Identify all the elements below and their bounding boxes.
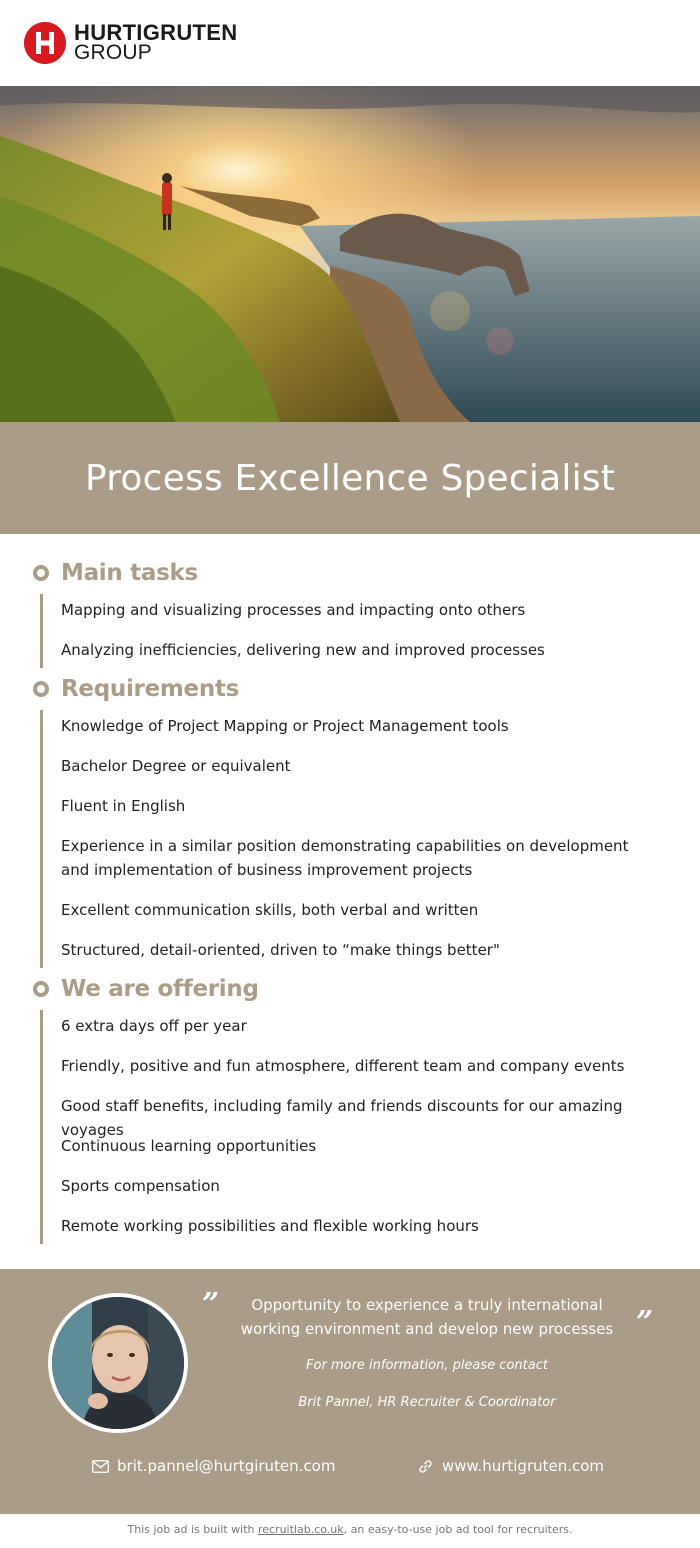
logo-name-line2: GROUP bbox=[74, 41, 153, 64]
list-item: Fluent in English bbox=[61, 797, 186, 815]
email-link[interactable] bbox=[92, 1457, 335, 1475]
website-link[interactable] bbox=[417, 1457, 604, 1475]
contact-footer bbox=[0, 1269, 700, 1514]
link-icon bbox=[417, 1458, 434, 1475]
logo-wordmark bbox=[74, 20, 238, 64]
list-item: Mapping and visualizing processes and impacting onto others bbox=[61, 601, 526, 619]
credit-line bbox=[0, 1514, 700, 1548]
job-title: Process Excellence Specialist bbox=[84, 457, 616, 499]
section-rule bbox=[40, 1010, 43, 1244]
list-item: Analyzing inefficiencies, delivering new and improved processes bbox=[61, 641, 545, 659]
section-requirements bbox=[0, 674, 700, 970]
list-item: 6 extra days off per year bbox=[61, 1017, 247, 1035]
page-header bbox=[0, 0, 700, 86]
quote-text: Opportunity to experience a truly international working environment and develop new processes bbox=[240, 1296, 614, 1338]
section-heading bbox=[33, 974, 259, 1004]
website-text[interactable]: www.hurtigruten.com bbox=[442, 1457, 605, 1475]
job-title-band bbox=[0, 422, 700, 534]
section-rule bbox=[40, 710, 43, 968]
section-main-tasks bbox=[0, 558, 700, 670]
bullet-icon bbox=[33, 565, 49, 581]
company-logo[interactable] bbox=[24, 22, 237, 64]
open-quote-icon: ” bbox=[202, 1287, 220, 1322]
list-item: Sports compensation bbox=[61, 1177, 220, 1195]
list-item: Remote working possibilities and flexible working hours bbox=[61, 1217, 479, 1235]
list-item: Experience in a similar position demonstrating capabilities on development and implementation of business improvement projects bbox=[61, 837, 629, 879]
list-item: Continuous learning opportunities bbox=[61, 1137, 317, 1155]
section-rule bbox=[40, 594, 43, 668]
avatar bbox=[48, 1293, 188, 1433]
close-quote-icon: ” bbox=[636, 1305, 654, 1340]
hurtigruten-logo-icon bbox=[24, 22, 66, 64]
list-item: Good staff benefits, including family and friends discounts for our amazing voyages bbox=[61, 1097, 623, 1139]
section-title: We are offering bbox=[61, 976, 259, 1002]
email-text[interactable]: brit.pannel@hurtgiruten.com bbox=[117, 1457, 336, 1475]
section-heading bbox=[33, 558, 198, 588]
section-title: Requirements bbox=[61, 676, 239, 702]
section-heading bbox=[33, 674, 239, 704]
bullet-icon bbox=[33, 981, 49, 997]
list-item: Structured, detail-oriented, driven to “make things better" bbox=[61, 941, 500, 959]
list-item: Knowledge of Project Mapping or Project Management tools bbox=[61, 717, 509, 735]
logo-name-line1: HURTIGRUTEN bbox=[74, 20, 238, 45]
contact-person: Brit Pannel, HR Recruiter & Coordinator bbox=[298, 1395, 556, 1410]
credit-prefix: This job ad is built with bbox=[127, 1523, 258, 1536]
section-offering bbox=[0, 974, 700, 1246]
hero-image bbox=[0, 86, 700, 422]
list-item: Excellent communication skills, both verbal and written bbox=[61, 901, 479, 919]
bullet-icon bbox=[33, 681, 49, 697]
section-title: Main tasks bbox=[61, 560, 198, 586]
credit-suffix: , an easy-to-use job ad tool for recruiters. bbox=[343, 1523, 573, 1536]
mail-icon bbox=[92, 1460, 109, 1473]
contact-prompt: For more information, please contact bbox=[306, 1358, 548, 1373]
recruitlab-link[interactable]: recruitlab.co.uk bbox=[257, 1523, 344, 1536]
list-item: Friendly, positive and fun atmosphere, different team and company events bbox=[61, 1057, 625, 1075]
list-item: Bachelor Degree or equivalent bbox=[61, 757, 291, 775]
